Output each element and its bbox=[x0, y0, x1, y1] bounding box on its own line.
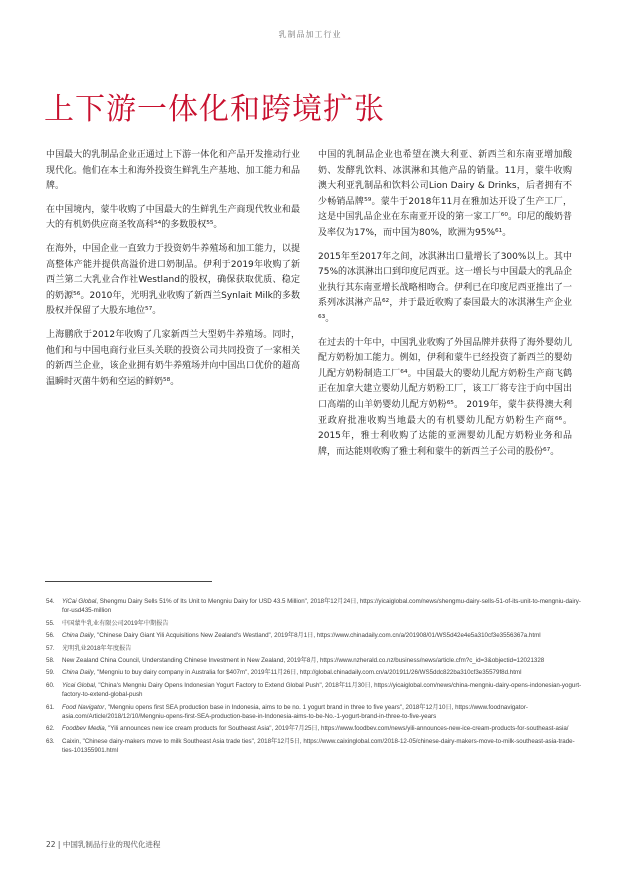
footnote-source: China Daily bbox=[62, 669, 94, 677]
footnote-item bbox=[46, 668, 582, 677]
footnote-item bbox=[46, 656, 582, 665]
footnote-source: Food Navigator bbox=[62, 703, 105, 711]
left-column bbox=[46, 148, 300, 398]
footnote-text: Caixin, "Chinese dairy-makers move to milk Southeast Asia trade ties", 2018年12月5日, https://www.caixinglobal.com/2018-12-05/chinese-dairy-makers-move-to-milk-southeast-asia-trade-ties-101355901.html bbox=[62, 737, 575, 755]
footnote-text: , "Chinese Dairy Giant Yili Acquisitions New Zealand's Westland", 2019年8月1日, https://www.chinadaily.com.cn/a/201908/01/WS5d42e4e5a310cf3e3556367a.html bbox=[93, 632, 541, 640]
paragraph: 2015年至2017年之间，冰淇淋出口量增长了300%以上。其中75%的冰淇淋出口到印度尼西亚。这一增长与中国最大的乳品企业执行其东南亚增长战略相吻合。伊利已在印度尼西亚推出了一系列冰淇淋产品⁶²，并于最近收购了泰国最大的冰淇淋生产企业⁶³。 bbox=[318, 251, 573, 324]
footnote-text: 光明乳业2018年年度报告 bbox=[62, 644, 132, 652]
footnote-source: YiCai Global bbox=[62, 598, 97, 605]
footnote-number: 59. bbox=[46, 669, 55, 677]
footnote-text: New Zealand China Council, Understanding Chinese Investment in New Zealand, 2019年8月, https://www.nzherald.co.nz/business/news/article.cfm?c_id=3&objectid=12021328 bbox=[62, 657, 545, 665]
page-header: 乳制品加工行业 bbox=[278, 30, 342, 39]
footnote-item bbox=[46, 619, 582, 628]
footnote-number: 61. bbox=[46, 703, 55, 711]
page-footer: 22 | 中国乳制品行业的现代化进程 bbox=[46, 840, 161, 849]
footnote-text: , "Mengniu to buy dairy company in Australia for $407m", 2019年11月26日, http://global.chinadaily.com.cn/a/201911/26/WS5ddc822ba310cf3e35579f8d.html bbox=[93, 669, 522, 677]
paragraph: 中国最大的乳制品企业正通过上下游一体化和产品开发推动行业现代化。他们在本土和海外投资生鲜乳生产基地、加工能力和品牌。 bbox=[46, 150, 300, 192]
footnote-number: 63. bbox=[46, 737, 55, 745]
footnote-item bbox=[46, 631, 582, 640]
paragraph: 在中国境内，蒙牛收购了中国最大的生鲜乳生产商现代牧业和最大的有机奶供应商圣牧高科⁵⁴的多数股权⁵⁵。 bbox=[46, 204, 300, 231]
footnote-number: 57. bbox=[46, 644, 55, 652]
footnote-source: Foodbev Media bbox=[62, 725, 105, 733]
paragraph: 上海鹏欣于2012年收购了几家新西兰大型奶牛养殖场。同时，他们和与中国电商行业巨头关联的投资公司共同投资了一家相关的新西兰企业，该企业拥有奶牛养殖场并向中国出口优价的超高温瞬时灭菌牛奶和空运的鲜奶⁵⁸。 bbox=[46, 329, 300, 387]
footnote-text: 中国蒙牛乳业有限公司2019年中期报告 bbox=[62, 619, 169, 627]
paragraph: 中国的乳制品企业也希望在澳大利亚、新西兰和东南亚增加酸奶、发酵乳饮料、冰淇淋和其他产品的销量。11月，蒙牛收购澳大利亚乳制品和饮料公司Lion Dairy & Drinks，后者拥有不少畅销品牌⁵⁹。蒙牛于2018年11月在雅加达开设了生产工厂，这是中国乳品企业在东南亚开设的第一家工厂⁶⁰。印尼的酸奶普及率仅为17%，而中国为80%，欧洲为95%⁶¹。 bbox=[318, 150, 572, 238]
footnote-number: 58. bbox=[46, 657, 55, 665]
footnote-number: 54. bbox=[46, 598, 55, 605]
footnote-number: 62. bbox=[46, 725, 55, 733]
footnote-text: , "China's Mengniu Dairy Opens Indonesian Yogurt Factory to Extend Global Push", 2018年11月30日, https://yicaiglobal.com/news/china-mengniu-dairy-opens-indonesian-yogurt-factory-to-extend-global-push bbox=[62, 681, 582, 699]
footnote-divider bbox=[45, 581, 212, 582]
paragraph: 在海外，中国企业一直致力于投资奶牛养殖场和加工能力，以提高整体产能并提供高溢价进口奶制品。伊利于2019年收购了新西兰第二大乳业合作社Westland的股权，确保获取优质、稳定的奶源⁵⁶。2010年，光明乳业收购了新西兰Synlait Milk的多数股权并保留了大股东地位⁵⁷。 bbox=[46, 243, 300, 317]
footnote-item bbox=[46, 724, 582, 733]
footnote-item bbox=[46, 681, 582, 700]
footnote-item bbox=[46, 703, 582, 722]
footnote-item bbox=[46, 644, 582, 653]
page-title: 上下游一体化和跨境扩张 bbox=[44, 92, 385, 127]
footnote-number: 56. bbox=[46, 632, 55, 640]
footnote-number: 55. bbox=[46, 619, 55, 627]
footnote-text: , "Yili announces new ice cream products for Southeast Asia", 2019年7月25日, https://www.foodbev.com/news/yili-announces-new-ice-cream-products-for-southeast-asia/ bbox=[104, 725, 569, 733]
footnote-text: , "Mengniu opens first SEA production base in Indonesia, aims to be no. 1 yogurt brand in three to five years", 2018年12月10日, https://www.foodnavigator-asia.com/Article/2018/12/10/Mengniu-opens-first-SEA-production-base-in-Indonesia-aims-to-be-No.-1-yogurt-brand-in-three-to-five-years bbox=[62, 703, 528, 721]
footnote-text: , Shengmu Dairy Sells 51% of Its Unit to Mengniu Dairy for USD 43.5 Million", 2018年12月24日, https://yicaiglobal.com/news/shengmu-dairy-sells-51-of-its-unit-to-mengniu-dairy-for-usd435-million bbox=[62, 598, 581, 615]
footnote-number: 60. bbox=[46, 681, 55, 689]
right-column bbox=[318, 148, 572, 468]
footnote-item bbox=[46, 597, 582, 616]
footnote-source: Yicai Global bbox=[62, 681, 95, 689]
footnote-source: China Daily bbox=[62, 632, 94, 640]
footnote-item bbox=[46, 737, 582, 756]
paragraph: 在过去的十年中，中国乳业收购了外国品牌并获得了海外婴幼儿配方奶粉加工能力。例如，伊利和蒙牛已经投资了新西兰的婴幼儿配方奶粉制造工厂⁶⁴。中国最大的婴幼儿配方奶粉生产商飞鹤正在加拿大建立婴幼儿配方奶粉工厂，该工厂将专注于向中国出口高端的山羊奶婴幼儿配方奶粉⁶⁵。 2019年，蒙牛获得澳大利亚政府批准收购当地最大的有机婴幼儿配方奶粉生产商⁶⁶。2015年，雅士利收购了达能的亚洲婴幼儿配方奶粉业务和品牌，而达能则收购了雅士利和蒙牛的新西兰子公司的股份⁶⁷。 bbox=[318, 337, 572, 457]
footnotes bbox=[46, 597, 582, 759]
